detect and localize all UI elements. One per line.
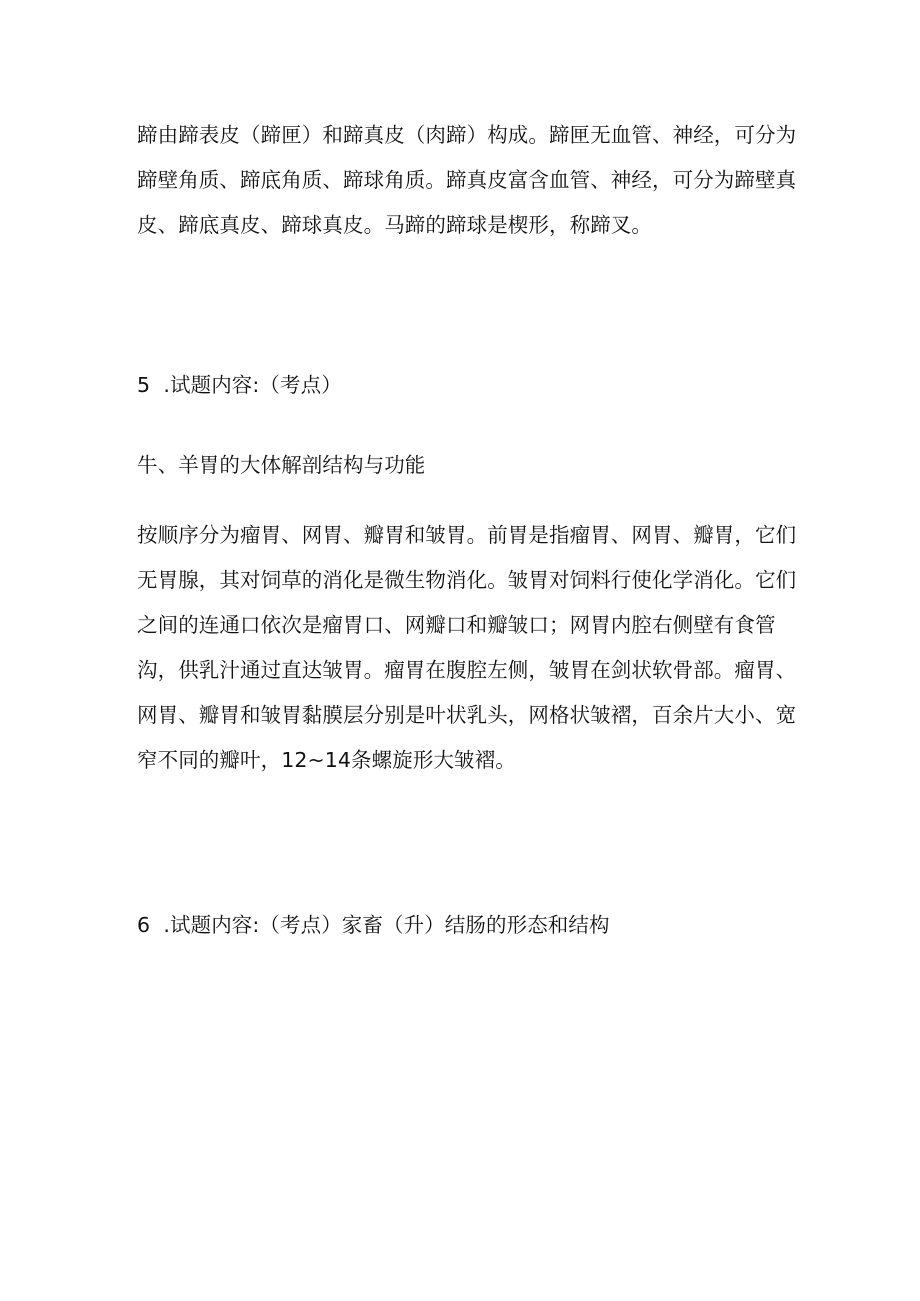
- question-5-heading: 5 .试题内容:（考点）: [137, 373, 342, 397]
- paragraph-hoof-structure: 蹄由蹄表皮（蹄匣）和蹄真皮（肉蹄）构成。蹄匣无血管、神经，可分为蹄壁角质、蹄底角质、蹄球角质。蹄真皮富含血管、神经，可分为蹄壁真皮、蹄底真皮、蹄球真皮。马蹄的蹄球是楔形，称蹄叉。: [137, 123, 797, 237]
- paragraph-ruminant-stomach: 按顺序分为瘤胃、网胃、瓣胃和皱胃。前胃是指瘤胃、网胃、瓣胃，它们无胃腺，其对饲草的消化是微生物消化。皱胃对饲料行使化学消化。它们之间的连通口依次是瘤胃口、网瓣口和瓣皱口；网胃内腔右侧壁有食管沟，供乳汁通过直达皱胃。瘤胃在腹腔左侧，皱胃在剑状软骨部。瘤胃、网胃、瓣胃和皱胃黏膜层分别是叶状乳头，网格状皱褶，百余片大小、宽窄不同的瓣叶，12~14条螺旋形大皱褶。: [137, 523, 797, 772]
- question-5-topic: 牛、羊胃的大体解剖结构与功能: [137, 453, 426, 477]
- question-6-heading: 6 .试题内容:（考点）家畜（升）结肠的形态和结构: [137, 913, 610, 937]
